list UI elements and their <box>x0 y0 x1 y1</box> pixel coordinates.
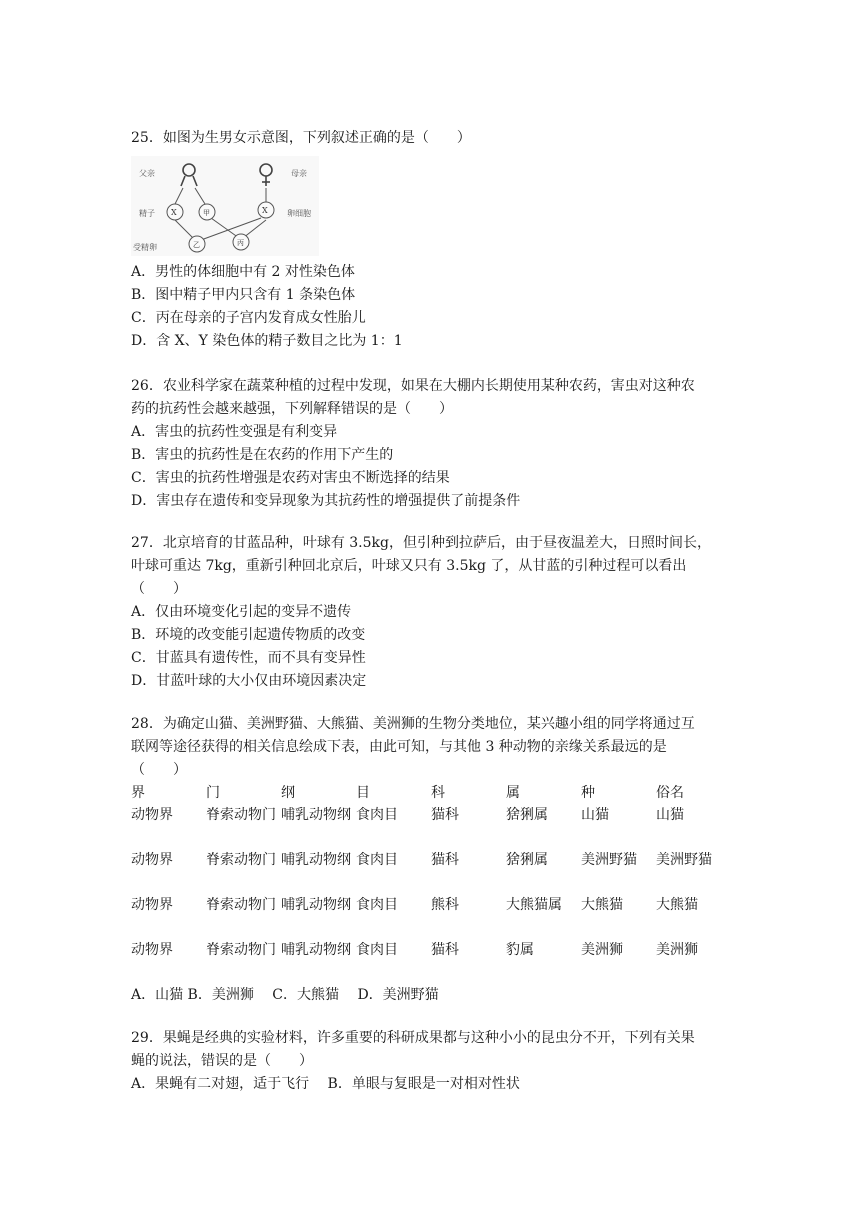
table-cell: 豹属 <box>506 942 534 958</box>
diagram-svg <box>131 156 319 256</box>
cells <box>167 202 274 252</box>
table-cell: 熊科 <box>431 897 459 913</box>
egg-x-label: X <box>262 206 268 215</box>
table-header-cell: 俗名 <box>656 785 684 801</box>
question-27-stem-line-3: （ ） <box>131 581 187 597</box>
zygote-bing-label: 丙 <box>237 239 244 247</box>
question-28-options <box>131 984 735 1007</box>
table-cell: 哺乳动物纲 <box>281 942 351 958</box>
option-25-b: B．图中精子甲内只含有 1 条染色体 <box>131 287 356 303</box>
table-header-cell: 科 <box>431 785 445 801</box>
question-25-stem: 25．如图为生男女示意图，下列叙述正确的是（ ） <box>131 130 471 146</box>
option-26-c: C．害虫的抗药性增强是农药对害虫不断选择的结果 <box>131 470 450 486</box>
table-header-row <box>131 782 746 804</box>
table-cell: 脊索动物门 <box>206 807 276 823</box>
zygote-label: 受精卵 <box>133 243 157 252</box>
table-cell: 猫科 <box>431 942 459 958</box>
option-27-a: A．仅由环境变化引起的变异不遗传 <box>131 604 352 620</box>
table-cell: 猫科 <box>431 852 459 868</box>
table-cell: 山猫 <box>656 807 684 823</box>
table-cell: 食肉目 <box>356 942 398 958</box>
table-row <box>131 939 746 984</box>
table-header-cell: 界 <box>131 785 145 801</box>
question-27 <box>131 532 735 693</box>
zygote-yi-label: 乙 <box>193 241 200 249</box>
question-28-stem-line-2: 联网等途径获得的相关信息绘成下表，由此可知，与其他 3 种动物的亲缘关系最远的是 <box>131 739 667 755</box>
option-27-b: B．环境的改变能引起遗传物质的改变 <box>131 627 366 643</box>
table-cell: 哺乳动物纲 <box>281 807 351 823</box>
table-row <box>131 804 746 849</box>
mother-symbol-icon <box>260 164 272 186</box>
mother-label: 母亲 <box>291 169 307 178</box>
question-28-stem-line-1: 28．为确定山猫、美洲野猫、大熊猫、美洲狮的生物分类地位，某兴趣小组的同学将通过互 <box>131 716 695 732</box>
sperm-x-label: X <box>171 208 177 217</box>
sex-determination-diagram <box>131 156 319 256</box>
question-28-options-line: A．山猫 B．美洲狮 C．大熊猫 D．美洲野猫 <box>131 987 439 1003</box>
table-cell: 大熊猫 <box>581 897 623 913</box>
option-26-d: D．害虫存在遗传和变异现象为其抗药性的增强提供了前提条件 <box>131 493 521 509</box>
table-cell: 哺乳动物纲 <box>281 897 351 913</box>
option-27-c: C．甘蓝具有遗传性，而不具有变异性 <box>131 650 366 666</box>
question-28 <box>131 713 735 782</box>
option-27-d: D．甘蓝叶球的大小仅由环境因素决定 <box>131 673 367 689</box>
table-cell: 脊索动物门 <box>206 852 276 868</box>
table-cell: 山猫 <box>581 807 609 823</box>
question-26-stem-line-2: 药的抗药性会越来越强，下列解释错误的是（ ） <box>131 401 453 417</box>
option-26-b: B．害虫的抗药性是在农药的作用下产生的 <box>131 447 394 463</box>
question-25-options <box>131 261 735 353</box>
table-cell: 大熊猫属 <box>506 897 562 913</box>
table-cell: 动物界 <box>131 807 173 823</box>
table-header-cell: 门 <box>206 785 220 801</box>
table-cell: 美洲野猫 <box>656 852 712 868</box>
table-row <box>131 894 746 939</box>
table-row <box>131 849 746 894</box>
question-29-stem-line-1: 29．果蝇是经典的实验材料，许多重要的科研成果都与这种小小的昆虫分不开，下列有关果 <box>131 1030 695 1046</box>
table-cell: 食肉目 <box>356 852 398 868</box>
question-29-stem-line-2: 蝇的说法，错误的是（ ） <box>131 1053 313 1069</box>
question-26 <box>131 375 735 513</box>
table-cell: 猞猁属 <box>506 852 548 868</box>
table-cell: 大熊猫 <box>656 897 698 913</box>
classification-table <box>131 782 746 984</box>
egg-label: 卵细胞 <box>287 209 311 218</box>
table-header-cell: 种 <box>581 785 595 801</box>
table-cell: 动物界 <box>131 852 173 868</box>
diagram-arrows <box>175 188 266 240</box>
option-25-d: D．含 X、Y 染色体的精子数目之比为 1：1 <box>131 333 403 349</box>
table-cell: 动物界 <box>131 942 173 958</box>
question-28-stem-line-3: （ ） <box>131 762 187 778</box>
question-27-stem-line-2: 叶球可重达 7kg，重新引种回北京后，叶球又只有 3.5kg 了，从甘蓝的引种过程可以看出 <box>131 558 687 574</box>
question-29-options-line: A．果蝇有二对翅，适于飞行 B．单眼与复眼是一对相对性状 <box>131 1076 520 1092</box>
table-cell: 动物界 <box>131 897 173 913</box>
table-cell: 食肉目 <box>356 807 398 823</box>
father-symbol-icon <box>181 164 197 186</box>
question-26-stem-line-1: 26．农业科学家在蔬菜种植的过程中发现，如果在大棚内长期使用某种农药，害虫对这种农 <box>131 378 695 394</box>
table-header-cell: 纲 <box>281 785 295 801</box>
option-25-a: A．男性的体细胞中有 2 对性染色体 <box>131 264 355 280</box>
table-cell: 脊索动物门 <box>206 942 276 958</box>
option-26-a: A．害虫的抗药性变强是有利变异 <box>131 424 338 440</box>
table-cell: 美洲狮 <box>656 942 698 958</box>
question-29 <box>131 1027 735 1096</box>
sperm-label: 精子 <box>139 209 155 218</box>
question-27-stem-line-1: 27．北京培育的甘蓝品种，叶球有 3.5kg，但引种到拉萨后，由于昼夜温差大，日照时间长， <box>131 535 711 551</box>
table-cell: 美洲野猫 <box>581 852 637 868</box>
table-cell: 脊索动物门 <box>206 897 276 913</box>
table-cell: 猫科 <box>431 807 459 823</box>
table-cell: 美洲狮 <box>581 942 623 958</box>
table-cell: 食肉目 <box>356 897 398 913</box>
table-cell: 哺乳动物纲 <box>281 852 351 868</box>
question-25 <box>131 127 735 150</box>
sperm-jia-label: 甲 <box>203 209 210 217</box>
table-cell: 猞猁属 <box>506 807 548 823</box>
option-25-c: C．丙在母亲的子宫内发育成女性胎儿 <box>131 310 366 326</box>
table-header-cell: 属 <box>506 785 520 801</box>
table-header-cell: 目 <box>356 785 370 801</box>
father-label: 父亲 <box>139 169 155 178</box>
